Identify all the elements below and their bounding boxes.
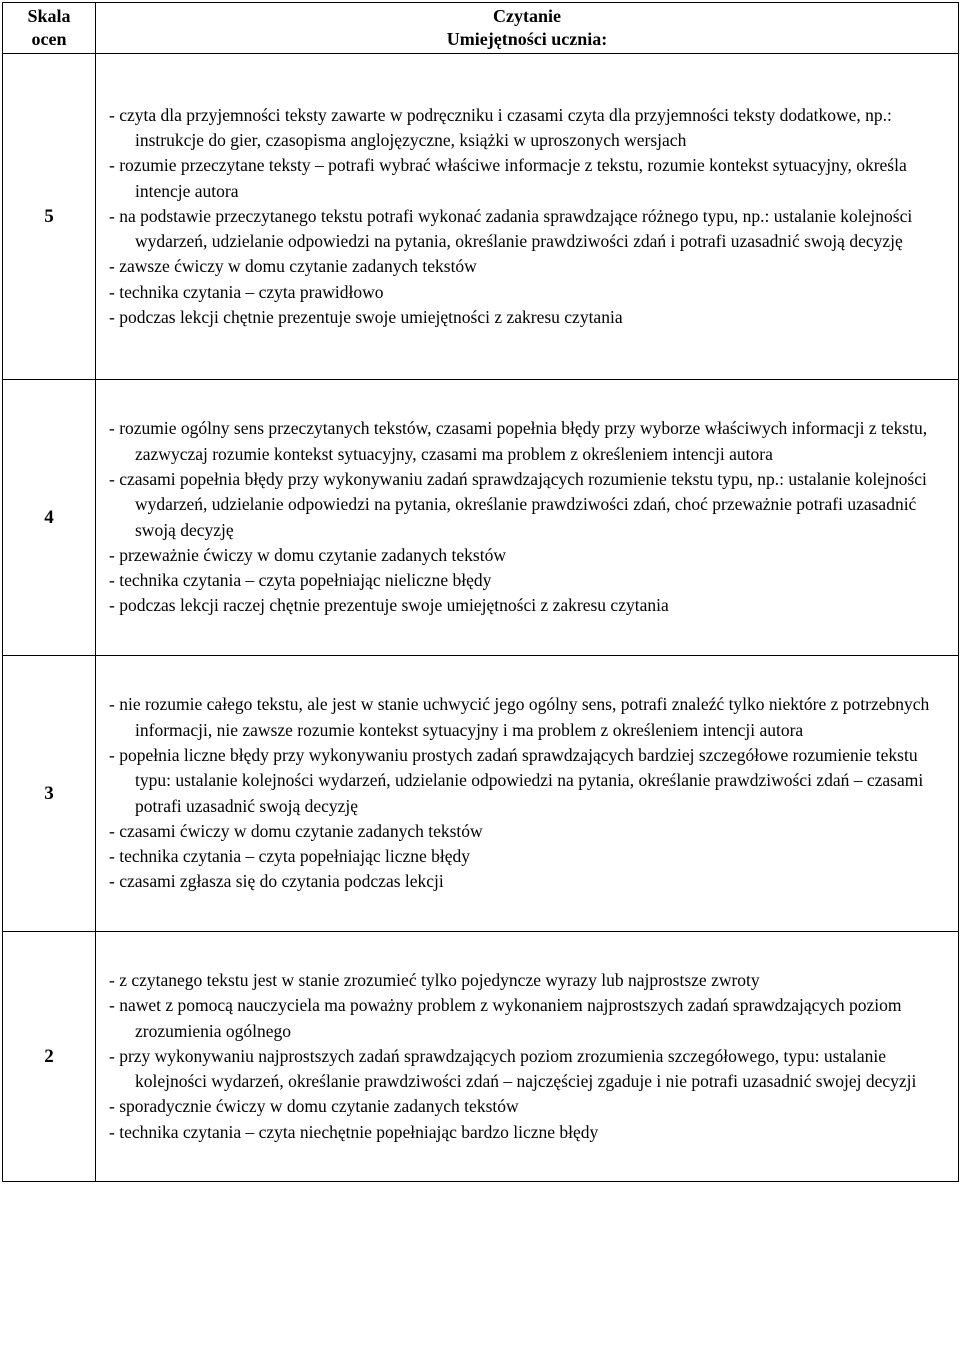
- list-item: - czasami popełnia błędy przy wykonywaniu zadań sprawdzających rozumienie tekstu typu, np.: ustalanie kolejności wydarzeń, udzielanie odpowiedzi na pytania, określanie prawdziwości zdań, choć przeważnie potrafi uzasadnić swoją decyzję: [109, 468, 927, 540]
- list-item: - na podstawie przeczytanego tekstu potrafi wykonać zadania sprawdzające różnego typu, np.: ustalanie kolejności wydarzeń, udzielanie odpowiedzi na pytania, określanie prawdziwości zdań i potrafi uzasadnić swoją decyzję: [109, 205, 913, 252]
- list-item: - przeważnie ćwiczy w domu czytanie zadanych tekstów: [109, 544, 506, 565]
- skills-description: [96, 380, 959, 656]
- skills-list: [109, 968, 952, 1145]
- grade-value: 5: [3, 54, 96, 380]
- list-item: - sporadycznie ćwiczy w domu czytanie zadanych tekstów: [109, 1096, 519, 1117]
- skills-list: [109, 416, 952, 618]
- grade-scale-header-line2: ocen: [31, 29, 67, 49]
- list-item: - podczas lekcji raczej chętnie prezentuje swoje umiejętności z zakresu czytania: [109, 595, 669, 616]
- grading-table: [2, 2, 959, 1182]
- grade-row-3: [3, 656, 959, 932]
- list-item: - rozumie przeczytane teksty – potrafi wybrać właściwe informacje z tekstu, rozumie kontekst sytuacyjny, określa intencje autora: [109, 155, 907, 201]
- grade-scale-header: [3, 3, 96, 54]
- list-item: - z czytanego tekstu jest w stanie zrozumieć tylko pojedyncze wyrazy lub najprostsze zwroty: [109, 969, 760, 990]
- list-item: - rozumie ogólny sens przeczytanych tekstów, czasami popełnia błędy przy wyborze właściwych informacji z tekstu, zazwyczaj rozumie kontekst sytuacyjny, czasami ma problem z określeniem intencji autora: [109, 418, 928, 464]
- skills-description: [96, 54, 959, 380]
- list-item: - technika czytania – czyta popełniając nieliczne błędy: [109, 570, 492, 591]
- list-item: - technika czytania – czyta prawidłowo: [109, 281, 384, 302]
- skills-description: [96, 656, 959, 932]
- list-item: - podczas lekcji chętnie prezentuje swoje umiejętności z zakresu czytania: [109, 307, 623, 328]
- skills-header-line2: Umiejętności ucznia:: [446, 29, 608, 49]
- list-item: - zawsze ćwiczy w domu czytanie zadanych tekstów: [109, 256, 477, 277]
- grade-row-5: [3, 54, 959, 380]
- skills-description: [96, 932, 959, 1182]
- list-item: - nie rozumie całego tekstu, ale jest w stanie uchwycić jego ogólny sens, potrafi znaleźć tylko niektóre z potrzebnych informacji, nie zawsze rozumie kontekst sytuacyjny i ma problem z określeniem intencji autora: [109, 694, 930, 740]
- grade-row-2: [3, 932, 959, 1182]
- list-item: - popełnia liczne błędy przy wykonywaniu prostych zadań sprawdzających bardziej szczegółowe rozumienie tekstu typu: ustalanie kolejności wydarzeń, udzielanie odpowiedzi na pytania, określanie prawdziwości zdań – czasami potrafi uzasadnić swoją decyzję: [109, 744, 924, 816]
- list-item: - technika czytania – czyta popełniając liczne błędy: [109, 846, 470, 867]
- grade-value: 4: [3, 380, 96, 656]
- list-item: - nawet z pomocą nauczyciela ma poważny problem z wykonaniem najprostszych zadań sprawdzających poziom zrozumienia ogólnego: [109, 995, 902, 1041]
- list-item: - czasami ćwiczy w domu czytanie zadanych tekstów: [109, 820, 483, 841]
- skills-header-line1: Czytanie: [493, 6, 561, 26]
- list-item: - czyta dla przyjemności teksty zawarte w podręczniku i czasami czyta dla przyjemności teksty dodatkowe, np.: instrukcje do gier, czasopisma anglojęzyczne, książki w uproszonych wersjach: [109, 104, 892, 150]
- skills-header: [96, 3, 959, 54]
- grade-value: 2: [3, 932, 96, 1182]
- grade-scale-header-line1: Skala: [27, 6, 71, 26]
- grade-row-4: [3, 380, 959, 656]
- skills-list: [109, 103, 952, 331]
- list-item: - czasami zgłasza się do czytania podczas lekcji: [109, 871, 444, 892]
- list-item: - technika czytania – czyta niechętnie popełniając bardzo liczne błędy: [109, 1121, 599, 1142]
- table-header-row: [3, 3, 959, 54]
- list-item: - przy wykonywaniu najprostszych zadań sprawdzających poziom zrozumienia szczegółowego, typu: ustalanie kolejności wydarzeń, określanie prawdziwości zdań – najczęściej zgaduje i nie potrafi uzasadnić swojej decyzji: [109, 1045, 917, 1092]
- skills-list: [109, 692, 952, 894]
- grade-value: 3: [3, 656, 96, 932]
